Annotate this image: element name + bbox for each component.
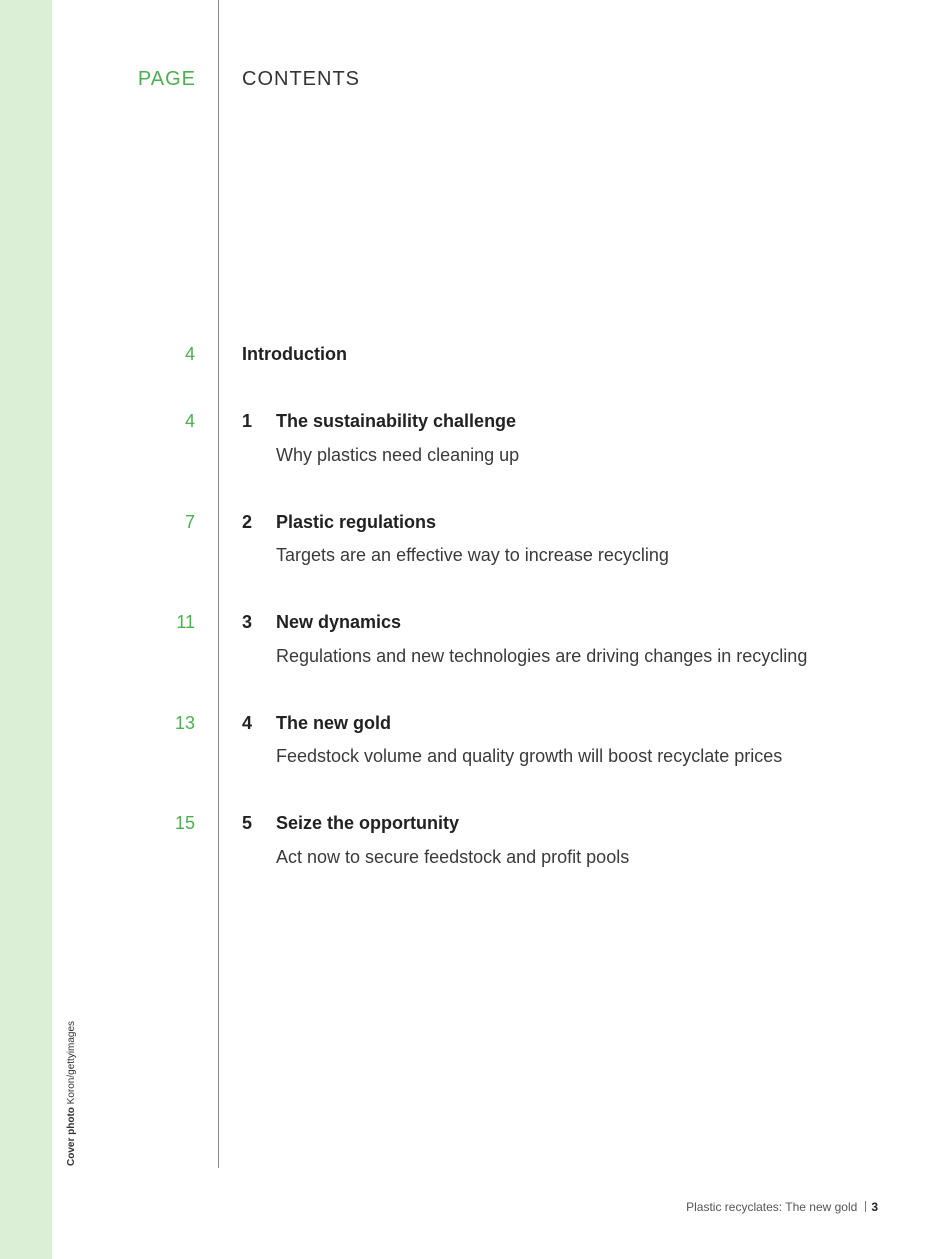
footer-title: Plastic recyclates: The new gold [686, 1200, 858, 1214]
section-number: 3 [242, 612, 253, 632]
section-subtitle: Why plastics need cleaning up [276, 445, 520, 465]
section-subtitle: Feedstock volume and quality growth will boost recyclate prices [276, 746, 783, 766]
credit-label: Cover photo [66, 1107, 77, 1166]
section-subtitle: Targets are an effective way to increase recycling [276, 545, 669, 565]
green-margin-strip [0, 0, 52, 1259]
section-title[interactable]: Seize the opportunity [276, 813, 460, 833]
section-page-number[interactable]: 4 [184, 411, 195, 431]
section-subtitle: Act now to secure feedstock and profit pools [276, 847, 630, 867]
cover-photo-credit [66, 1021, 77, 1166]
intro-title[interactable]: Introduction [242, 344, 347, 364]
section-page-number[interactable]: 13 [174, 713, 195, 733]
contents-heading: CONTENTS [242, 68, 360, 90]
section-number: 2 [242, 512, 253, 532]
section-title[interactable]: Plastic regulations [276, 512, 437, 532]
vertical-divider [218, 0, 219, 1168]
intro-page-number[interactable]: 4 [184, 344, 195, 364]
footer-page-number: 3 [871, 1200, 878, 1214]
section-subtitle: Regulations and new technologies are driving changes in recycling [276, 646, 808, 666]
page-column-header: PAGE [137, 68, 196, 90]
section-title[interactable]: The new gold [276, 713, 391, 733]
section-number: 4 [242, 713, 253, 733]
section-page-number[interactable]: 11 [176, 612, 195, 632]
footer-separator [865, 1201, 866, 1212]
section-page-number[interactable]: 15 [174, 813, 195, 833]
page-footer [686, 1200, 878, 1214]
section-title[interactable]: New dynamics [276, 612, 402, 632]
section-number: 5 [242, 813, 253, 833]
credit-source: Koron/gettyimages [66, 1020, 77, 1105]
section-number: 1 [242, 411, 253, 431]
section-page-number[interactable]: 7 [184, 512, 195, 532]
section-title[interactable]: The sustainability challenge [276, 411, 517, 431]
